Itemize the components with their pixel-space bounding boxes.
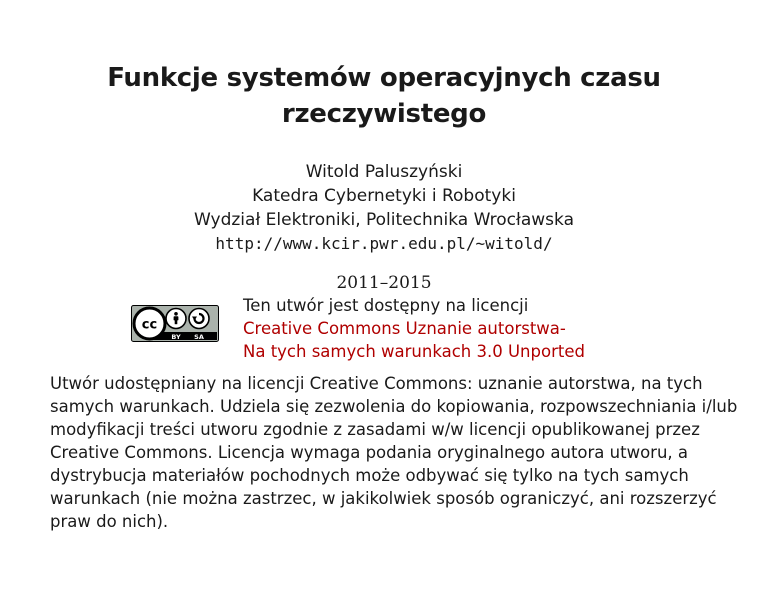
- cc-by-sa-badge[interactable]: [131, 305, 219, 342]
- author-name: Witold Paluszyński: [305, 162, 463, 182]
- cc-icon: [134, 308, 165, 339]
- license-link-line-1[interactable]: Creative Commons Uznanie autorstwa-: [243, 319, 566, 338]
- title-line-2: rzeczywistego: [281, 99, 487, 129]
- license-link-line-2[interactable]: Na tych samych warunkach 3.0 Unported: [243, 342, 585, 361]
- author-faculty: Wydział Elektroniki, Politechnika Wrocławska: [194, 210, 574, 230]
- sa-label: SA: [194, 333, 204, 341]
- sa-share-alike-icon: [189, 309, 209, 329]
- license-notice: [243, 294, 585, 363]
- license-intro: Ten utwór jest dostępny na licencji: [243, 296, 529, 315]
- svg-text:cc: cc: [141, 317, 158, 333]
- body-line: warunkach (nie można zastrzec, w jakikolwiek sposób ograniczyć, ani rozszerzyć: [50, 489, 717, 508]
- by-label: BY: [171, 333, 181, 341]
- body-line: modyfikacji treści utworu zgodnie z zasadami w/w licencji opublikowanej przez: [50, 420, 700, 439]
- author-url[interactable]: http://www.kcir.pwr.edu.pl/~witold/: [215, 234, 553, 253]
- title-line-1: Funkcje systemów operacyjnych czasu: [107, 63, 661, 93]
- license-description: [50, 372, 738, 533]
- body-line: dystrybucja materiałów pochodnych może odbywać się tylko na tych samych: [50, 466, 689, 485]
- author-block: [0, 160, 768, 256]
- body-line: Creative Commons. Licencja wymaga podania oryginalnego autora utworu, a: [50, 443, 689, 462]
- by-attribution-icon: [166, 309, 186, 329]
- years: 2011–2015: [336, 273, 432, 293]
- body-line: praw do nich).: [50, 512, 169, 531]
- body-line: Utwór udostępniany na licencji Creative Commons: uznanie autorstwa, na tych: [50, 374, 703, 393]
- body-line: samych warunkach. Udziela się zezwolenia do kopiowania, rozpowszechniania i/lub: [50, 397, 738, 416]
- document-title: [0, 60, 768, 132]
- author-department: Katedra Cybernetyki i Robotyki: [252, 186, 516, 206]
